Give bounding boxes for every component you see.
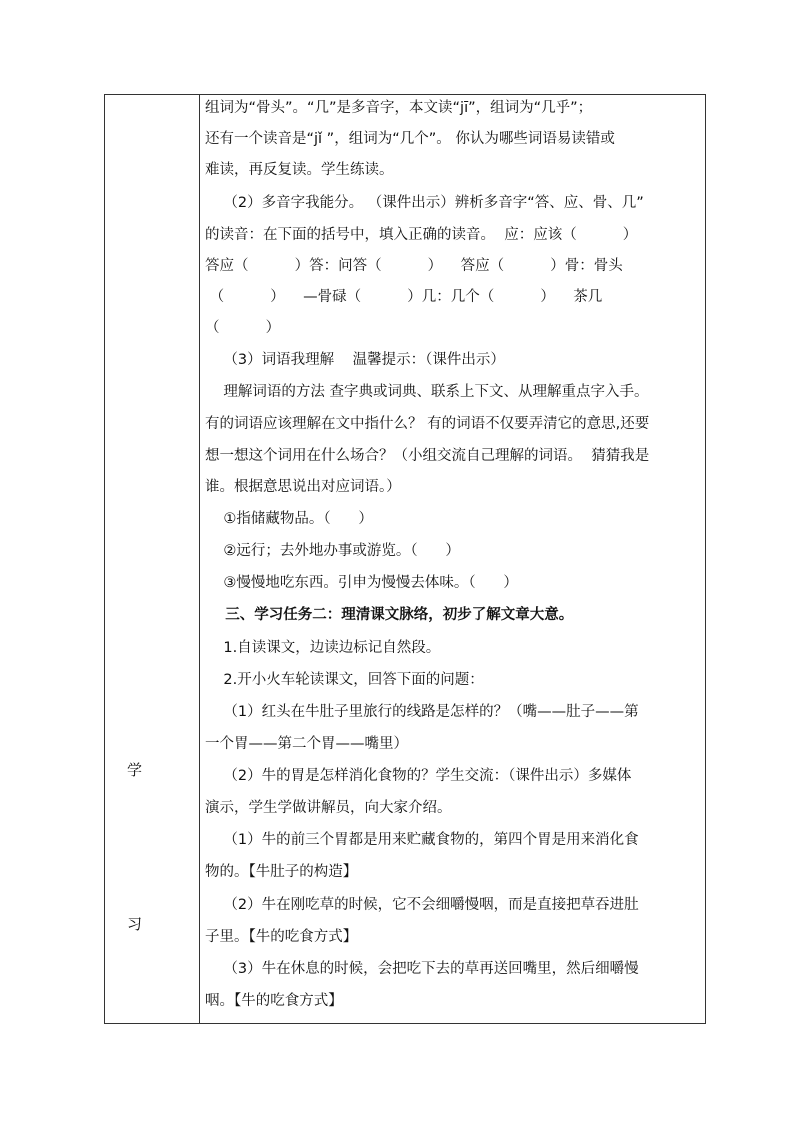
text-line: （1）牛的前三个胃都是用来贮藏食物的，第四个胃是用来消化食 [205, 832, 639, 848]
text-line: 还有一个读音是“jǐ ”，组词为“几个”。 你认为哪些词语易读错或 [205, 131, 615, 147]
text-line: （2）牛的胃是怎样消化食物的？学生交流：（课件出示）多媒体 [205, 768, 632, 784]
text-line: （2）多音字我能分。 （课件出示）辨析多音字“答、应、骨、几” [205, 195, 644, 211]
text-line: 子里。【牛的吃食方式】 [205, 929, 358, 945]
text-line: 的读音：在下面的括号中，填入正确的读音。 应：应该（ ） [205, 227, 638, 243]
left-column-char-2: 习 [127, 915, 143, 933]
text-line: ①指储藏物品。（ ） [205, 511, 373, 527]
section-heading: 三、学习任务二：理清课文脉络，初步了解文章大意。 [205, 607, 574, 623]
left-column-char-1: 学 [127, 761, 143, 779]
text-line: （ ） —骨碌（ ）几：几个（ ） 茶几 [205, 289, 603, 305]
text-line: 谁。根据意思说出对应词语。） [205, 479, 401, 495]
text-line: 物的。【牛肚子的构造】 [205, 864, 358, 880]
text-line: 有的词语应该理解在文中指什么？ 有的词语不仅要弄清它的意思,还要 [205, 416, 650, 432]
text-line: 答应（ ）答：问答（ ） 答应（ ）骨：骨头 [205, 258, 623, 274]
column-divider [199, 95, 200, 1023]
lesson-table [104, 94, 706, 1024]
text-line: （3）词语我理解 温馨提示：（课件出示） [205, 352, 505, 368]
text-line: （2）牛在刚吃草的时候，它不会细嚼慢咽，而是直接把草吞进肚 [205, 897, 639, 913]
text-line: （1）红头在牛肚子里旅行的线路是怎样的？（嘴——肚子——第 [205, 704, 639, 720]
text-line: ②远行；去外地办事或游览。（ ） [205, 543, 460, 559]
text-line: 演示，学生学做讲解员，向大家介绍。 [205, 800, 452, 816]
text-line: 一个胃——第二个胃——嘴里） [205, 736, 408, 752]
text-line: 2.开小火车轮读课文，回答下面的问题： [205, 672, 484, 688]
text-line: 组词为“骨头”。“几”是多音字，本文读“jī”，组词为“几乎”； [205, 100, 593, 116]
text-line: （3）牛在休息的时候，会把吃下去的草再送回嘴里，然后细嚼慢 [205, 961, 639, 977]
text-line: 咽。【牛的吃食方式】 [205, 993, 343, 1009]
text-line: 1.自读课文，边读边标记自然段。 [205, 640, 441, 656]
text-line: ③慢慢地吃东西。引申为慢慢去体味。（ ） [205, 575, 518, 591]
text-line: 理解词语的方法 查字典或词典、联系上下文、从理解重点字入手。 [205, 384, 649, 400]
text-line: 想一想这个词用在什么场合？（小组交流自己理解的词语。 猜猜我是 [205, 448, 650, 464]
text-line: 难读，再反复读。学生练读。 [205, 162, 394, 178]
text-line: （ ） [205, 320, 281, 336]
